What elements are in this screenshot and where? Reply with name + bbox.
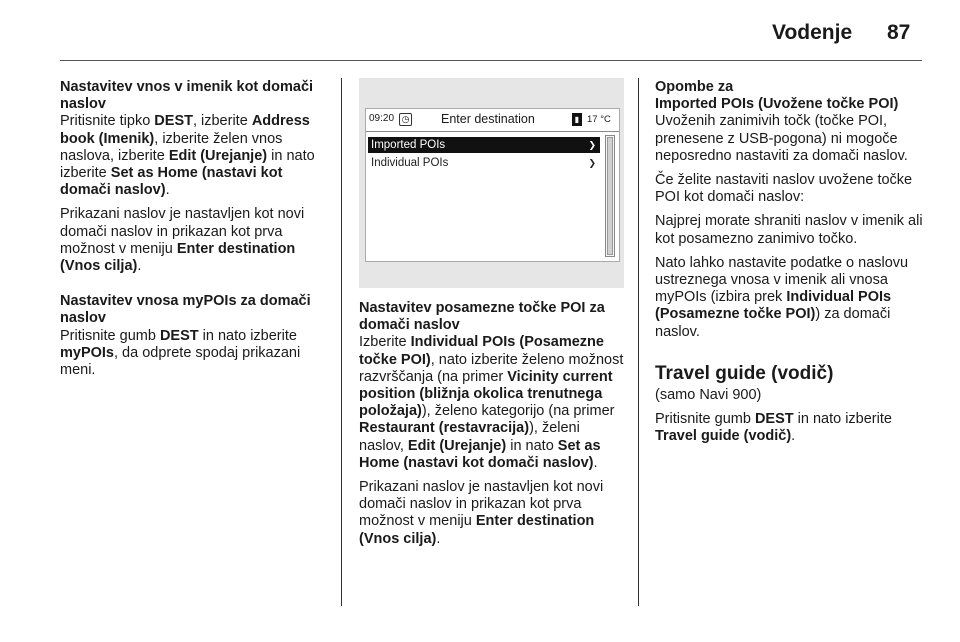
text-run: in nato izberite (793, 411, 892, 428)
screen-temperature: 17 °C (587, 114, 611, 125)
bold-term: DEST (154, 113, 193, 130)
menu-item-imported-pois (368, 137, 600, 153)
chevron-right-icon: ❯ (588, 140, 596, 150)
column-separator-1 (341, 78, 342, 606)
text-run: . (593, 454, 598, 471)
section-home-from-mypois (60, 293, 326, 379)
text-run: Prikazani naslov je nastavljen kot novi domači naslov in prikazan kot prva možnost v meniju (359, 479, 604, 530)
menu-item-label: Individual POIs (371, 157, 449, 169)
text-run: ) za domači naslov. (655, 306, 891, 340)
clock-icon: ◷ (399, 113, 412, 126)
text-run: Pritisnite gumb (60, 327, 160, 344)
text-run: ), želeni naslov, (359, 420, 580, 454)
text-run: Prikazani naslov je nastavljen kot novi domači naslov in prikazan kot prva možnost v meniju (60, 206, 305, 257)
screen-status-bar (366, 109, 619, 132)
text-run: , izberite (192, 113, 252, 130)
bold-term: Individual POIs (Posamezne točke POI) (359, 334, 604, 368)
paragraph (60, 113, 326, 199)
page-number: 87 (887, 21, 911, 44)
bold-term: Individual POIs (Posamezne točke POI) (655, 289, 892, 323)
text-run: Nato lahko nastavite podatke o naslovu ustreznega vnosa v imenik ali vnosa myPOIs (izbira prek (655, 254, 909, 306)
phone-icon: ▮ (572, 113, 582, 126)
column-3 (655, 79, 930, 452)
bold-term: Edit (Urejanje) (168, 147, 268, 164)
text-run: Pritisnite gumb (655, 411, 755, 428)
bold-term: DEST (754, 411, 794, 428)
text-run: Pritisnite tipko (60, 113, 155, 130)
note-subheading: Imported POIs (Uvožene točke POI) (655, 96, 899, 113)
scrollbar-thumb (607, 137, 613, 255)
section-home-from-address-book (60, 79, 326, 275)
text-run: in nato (506, 437, 558, 454)
bold-term: Edit (Urejanje) (407, 437, 507, 454)
text-run: in nato izberite (198, 327, 297, 344)
screen-title: Enter destination (441, 112, 535, 126)
text-run: , nato izberite želeno možnost razvrščanja (na primer (359, 351, 624, 385)
paragraph: Najprej morate shraniti naslov v imenik ali kot posamezno zanimivo točko. (655, 213, 923, 247)
menu-item-individual-pois (368, 155, 600, 171)
text-run: , da odprete spodaj prikazani meni. (60, 344, 301, 379)
paragraph (60, 206, 326, 275)
chevron-right-icon: ❯ (588, 158, 596, 168)
menu-item-label: Imported POIs (371, 139, 446, 151)
bold-term: myPOIs (60, 344, 114, 361)
bold-term: Enter destination (Vnos cilja) (359, 513, 595, 547)
section-heading: Nastavitev vnosa myPOIs za domači naslov (60, 293, 311, 327)
screen-scrollbar (605, 135, 615, 257)
page-header (0, 0, 960, 60)
paragraph: Uvoženih zanimivih točk (točke POI, prenesene z USB-pogona) ni mogoče neposredno nastaviti za domači naslov. (655, 113, 908, 164)
paragraph: (samo Navi 900) (655, 386, 762, 403)
text-run: in nato izberite (60, 147, 315, 182)
paragraph (655, 255, 930, 341)
screen-display (365, 108, 620, 262)
paragraph (359, 334, 625, 472)
bold-term: Set as Home (nastavi kot domači naslov) (60, 165, 283, 199)
text-run: , izberite želen vnos naslova, izberite (60, 130, 283, 164)
note-heading: Opombe za (655, 79, 734, 95)
paragraph (655, 411, 930, 445)
chapter-title: Vodenje (772, 21, 853, 44)
bold-term: Restaurant (restavracija) (359, 420, 530, 437)
bold-term: Vicinity current position (bližnja okolica trenutnega položaja) (359, 368, 613, 420)
bold-term: Travel guide (vodič) (655, 428, 792, 445)
bold-term: Address book (Imenik) (60, 113, 310, 147)
text-run: Izberite (359, 334, 411, 351)
bold-term: DEST (159, 327, 199, 344)
column-1 (60, 79, 326, 397)
column-2 (359, 300, 625, 555)
section-heading: Nastavitev posamezne točke POI za domači naslov (359, 300, 605, 334)
paragraph (60, 328, 326, 380)
text-run: . (165, 182, 170, 199)
text-run: ), želeno kategorijo (na primer (421, 403, 615, 420)
text-run: . (137, 258, 142, 275)
section-heading: Nastavitev vnos v imenik kot domači naslov (60, 79, 314, 113)
header-rule (60, 60, 922, 61)
text-run: . (436, 530, 441, 547)
bold-term: Enter destination (Vnos cilja) (60, 240, 296, 275)
screen-time: 09:20 (369, 113, 395, 124)
navigation-screen-image (359, 78, 624, 288)
paragraph (359, 479, 625, 548)
bold-term: Set as Home (nastavi kot domači naslov) (359, 437, 601, 471)
section-title-travel-guide: Travel guide (vodič) (655, 362, 834, 384)
text-run: . (791, 428, 796, 445)
column-separator-2 (638, 78, 639, 606)
paragraph: Če želite nastaviti naslov uvožene točke POI kot domači naslov: (655, 172, 913, 206)
